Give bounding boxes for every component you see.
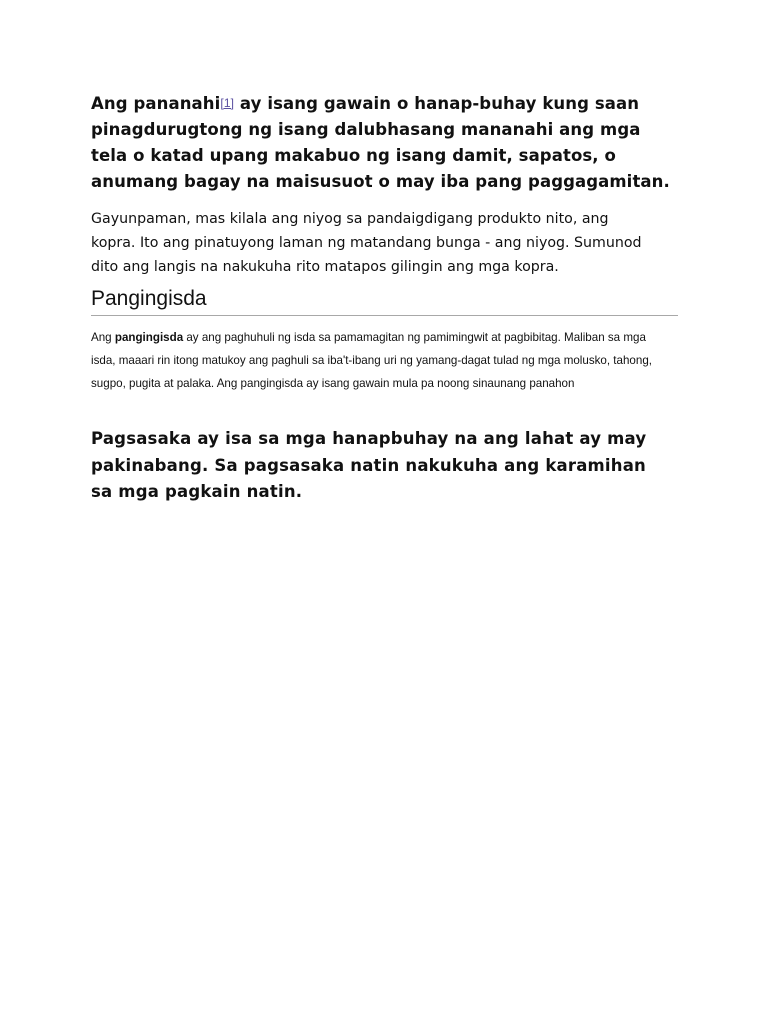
paragraph-line: isda, maaari rin itong matukoy ang paghuli sa iba't-ibang uri ng yamang-dagat tulad ng mga molusko, tahong,	[91, 354, 652, 367]
paragraph-line: sa mga pagkain natin.	[91, 482, 303, 501]
paragraph-pangingisda	[91, 326, 691, 395]
paragraph-line: anumang bagay na maisusuot o may iba pang paggagamitan.	[91, 172, 670, 191]
paragraph-line: Pagsasaka ay isa sa mga hanapbuhay na ang lahat ay may	[91, 429, 647, 448]
text-run: Ang pananahi	[91, 94, 221, 113]
paragraph-line: sugpo, pugita at palaka. Ang pangingisda ay isang gawain mula pa noong sinaunang panahon	[91, 377, 575, 390]
text-run: ay ang paghuhuli ng isda sa pamamagitan ng pamimingwit at pagbibitag. Maliban sa mga	[183, 331, 646, 344]
paragraph-line	[91, 326, 691, 349]
document-page	[91, 90, 691, 501]
paragraph-line	[91, 90, 691, 117]
paragraph-line: kopra. Ito ang pinatuyong laman ng matandang bunga - ang niyog. Sumunod	[91, 235, 642, 251]
paragraph-line: dito ang langis na nakukuha rito matapos gilingin ang mga kopra.	[91, 259, 559, 275]
paragraph-pananahi	[91, 90, 691, 195]
text-run: ay isang gawain o hanap-buhay kung saan	[234, 94, 640, 113]
paragraph-line: tela o katad upang makabuo ng isang damit, sapatos, o	[91, 146, 616, 165]
text-run: Ang	[91, 331, 115, 344]
paragraph-pagsasaka	[91, 426, 691, 506]
reference-link[interactable]: [1]	[220, 96, 235, 110]
bold-term: pangingisda	[114, 331, 184, 344]
paragraph-kopra	[91, 207, 691, 279]
paragraph-line: pakinabang. Sa pagsasaka natin nakukuha ang karamihan	[91, 455, 647, 475]
paragraph-line: Gayunpaman, mas kilala ang niyog sa pandaigdigang produkto nito, ang	[91, 211, 609, 227]
paragraph-line: pinagdurugtong ng isang dalubhasang mananahi ang mga	[91, 120, 641, 139]
section-heading: Pangingisda	[91, 286, 678, 316]
